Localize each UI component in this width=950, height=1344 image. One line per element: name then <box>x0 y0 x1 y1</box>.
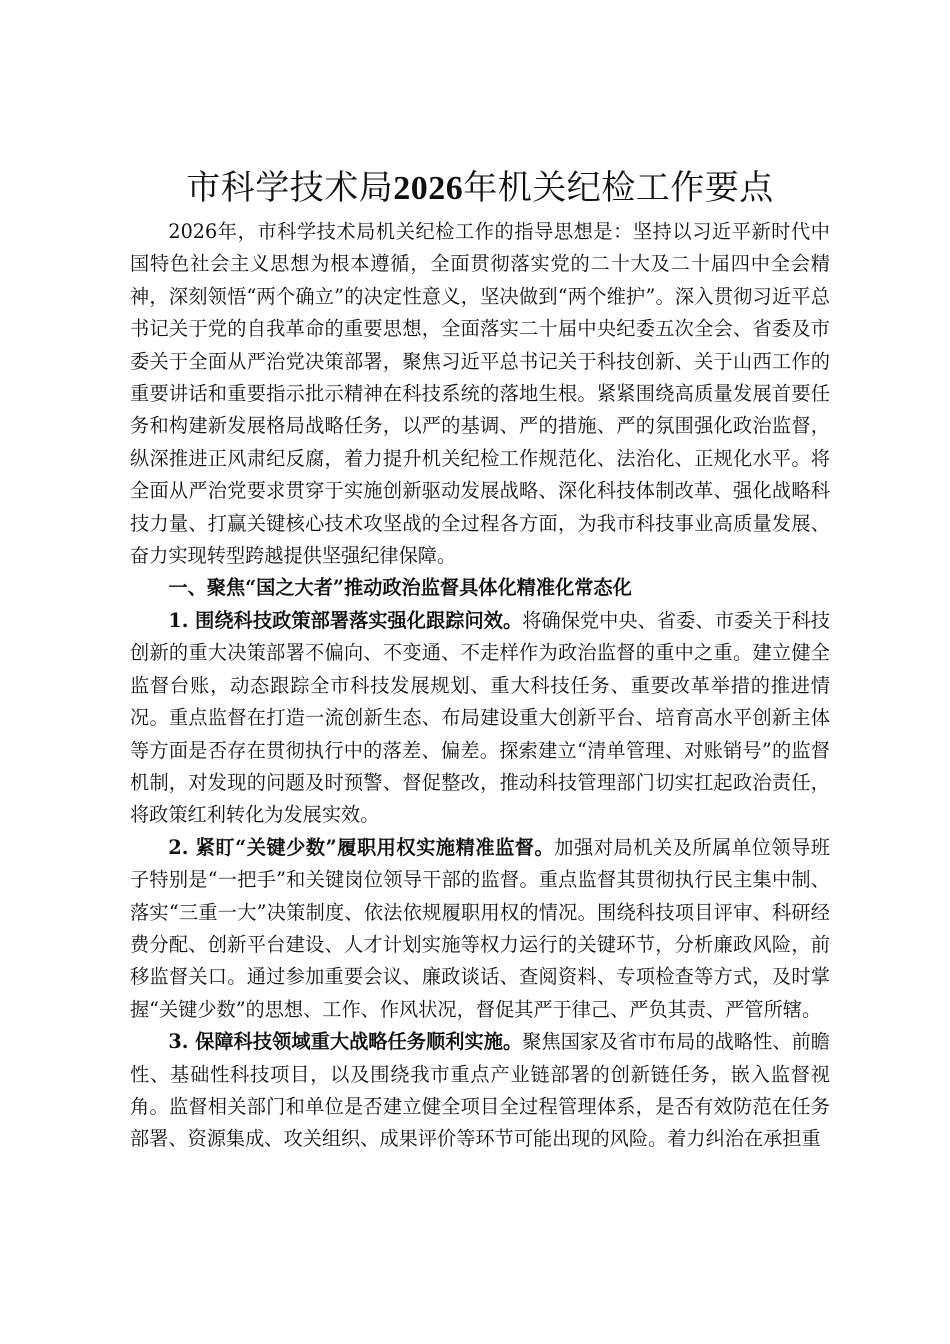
item-lead-1: 1. 围绕科技政策部署落实强化跟踪问效。 <box>168 608 523 632</box>
item-lead-2: 2. 紧盯“关键少数”履职用权实施精准监督。 <box>168 835 555 859</box>
document-page <box>130 165 830 1156</box>
title-year: 2026 <box>393 170 464 207</box>
item-body-2: 加强对局机关及所属单位领导班子特别是“一把手”和关键岗位领导干部的监督。重点监督其贯彻执行民主集中制、落实“三重一大”决策制度、依法依规履职用权的情况。围绕科技项目评审、科研经费分配、创新平台建设、人才计划实施等权力运行的关键环节，分析廉政风险，前移监督关口。通过参加重要会议、廉政谈话、查阅资料、专项检查等方式，及时掌握“关键少数”的思想、工作、作风状况，督促其严于律己、严负其责、严管所辖。 <box>130 835 830 1021</box>
intro-paragraph: 2026年，市科学技术局机关纪检工作的指导思想是：坚持以习近平新时代中国特色社会主义思想为根本遵循，全面贯彻落实党的二十大及二十届四中全会精神，深刻领悟“两个确立”的决定性意义，坚决做到“两个维护”。深入贯彻习近平总书记关于党的自我革命的重要思想，全面落实二十届中央纪委五次全会、省委及市委关于全面从严治党决策部署，聚焦习近平总书记关于科技创新、关于山西工作的重要讲话和重要指示批示精神在科技系统的落地生根。紧紧围绕高质量发展首要任务和构建新发展格局战略任务，以严的基调、严的措施、严的氛围强化政治监督，纵深推进正风肃纪反腐，着力提升机关纪检工作规范化、法治化、正规化水平。将全面从严治党要求贯穿于实施创新驱动发展战略、深化科技体制改革、强化战略科技力量、打赢关键核心技术攻坚战的全过程各方面，为我市科技事业高质量发展、奋力实现转型跨越提供坚强纪律保障。 <box>130 220 830 568</box>
title-suffix: 年机关纪检工作要点 <box>463 168 774 208</box>
item-lead-3: 3. 保障科技领域重大战略任务顺利实施。 <box>168 1030 523 1054</box>
item-paragraph-1 <box>130 605 830 832</box>
item-paragraph-3 <box>130 1026 830 1156</box>
document-title <box>130 165 830 212</box>
item-paragraph-2 <box>130 832 830 1026</box>
item-body-1: 将确保党中央、省委、市委关于科技创新的重大决策部署不偏向、不变通、不走样作为政治监督的重中之重。建立健全监督台账，动态跟踪全市科技发展规划、重大科技任务、重要改革举措的推进情况。重点监督在打造一流创新生态、布局建设重大创新平台、培育高水平创新主体等方面是否存在贯彻执行中的落差、偏差。探索建立“清单管理、对账销号”的监督机制，对发现的问题及时预警、督促整改，推动科技管理部门切实扛起政治责任，将政策红利转化为发展实效。 <box>130 608 830 827</box>
item-body-3: 聚焦国家及省市布局的战略性、前瞻性、基础性科技项目，以及围绕我市重点产业链部署的创新链任务，嵌入监督视角。监督相关部门和单位是否建立健全项目全过程管理体系，是否有效防范在任务部署、资源集成、攻关组织、成果评价等环节可能出现的风险。着力纠治在承担重 <box>130 1030 830 1151</box>
section-heading-1: 一、聚焦“国之大者”推动政治监督具体化精准化常态化 <box>168 576 632 600</box>
title-prefix: 市科学技术局 <box>186 168 394 208</box>
